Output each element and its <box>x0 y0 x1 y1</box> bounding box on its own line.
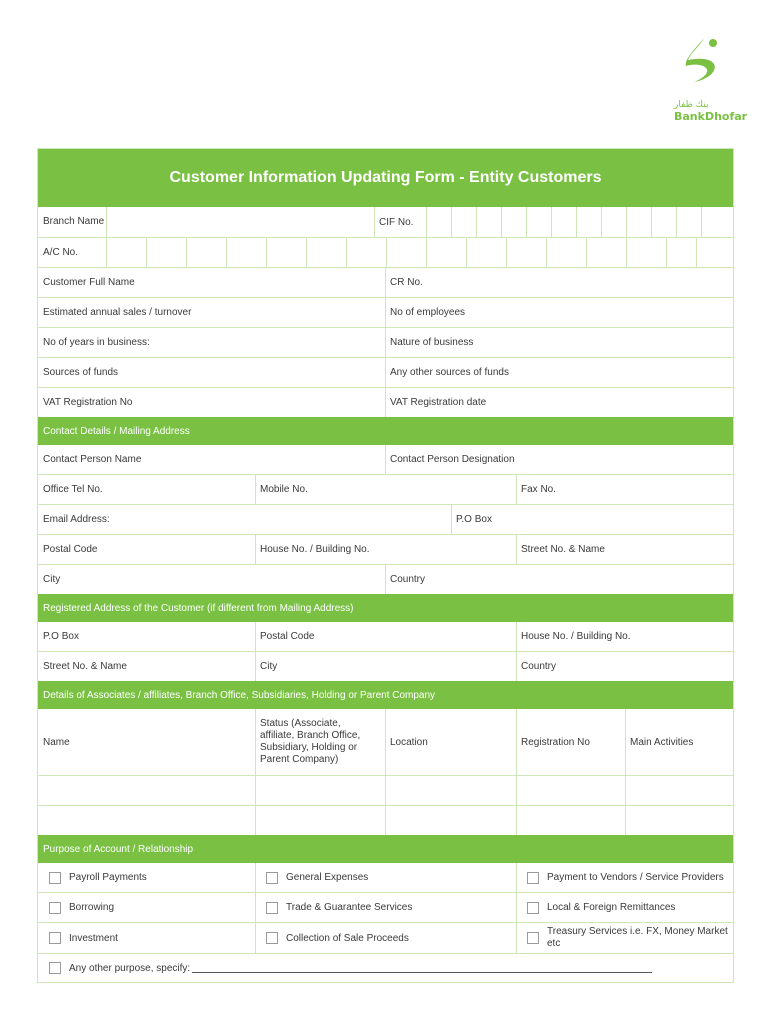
cif-digit-box[interactable] <box>601 207 627 237</box>
cif-digit-box[interactable] <box>676 207 702 237</box>
col-name: Name <box>43 736 70 748</box>
checkbox-icon[interactable] <box>49 902 61 914</box>
other-sources-field[interactable]: Any other sources of funds <box>390 367 509 378</box>
fax-field[interactable]: Fax No. <box>521 484 557 495</box>
borrowing-option[interactable]: Borrowing <box>38 893 255 922</box>
customer-name-row <box>38 267 733 297</box>
ac-digit-box[interactable] <box>106 238 147 267</box>
vendors-option[interactable]: Payment to Vendors / Service Providers <box>516 863 733 892</box>
sales-row <box>38 297 733 327</box>
ac-digit-box[interactable] <box>506 238 547 267</box>
ac-digit-box[interactable] <box>466 238 507 267</box>
associates-section-header: Details of Associates / affiliates, Branch Office, Subsidiaries, Holding or Parent Company <box>38 681 733 709</box>
registered-street-field[interactable]: Street No. & Name <box>43 661 127 672</box>
annual-sales-field[interactable]: Estimated annual sales / turnover <box>43 307 192 318</box>
logo-arabic: بنك ظفار <box>674 100 709 110</box>
cif-digit-box[interactable] <box>576 207 602 237</box>
branch-cif-row <box>38 207 733 237</box>
checkbox-icon[interactable] <box>527 932 539 944</box>
contact-person-designation-field[interactable]: Contact Person Designation <box>390 454 515 465</box>
ac-digit-box[interactable] <box>346 238 387 267</box>
purpose-row-1 <box>38 863 733 892</box>
logo-name: BankDhofar <box>674 110 748 123</box>
bank-logo-mark <box>680 34 724 96</box>
purpose-section-header: Purpose of Account / Relationship <box>38 835 733 863</box>
ac-digit-box[interactable] <box>666 238 697 267</box>
cif-digit-box[interactable] <box>551 207 577 237</box>
registered-section-header: Registered Address of the Customer (if different from Mailing Address) <box>38 594 733 622</box>
office-tel-field[interactable]: Office Tel No. <box>43 484 103 495</box>
postal-row <box>38 534 733 564</box>
checkbox-icon[interactable] <box>266 902 278 914</box>
registered-postal-code-field[interactable]: Postal Code <box>260 631 315 642</box>
entity-form <box>37 148 734 983</box>
email-row <box>38 504 733 534</box>
contact-person-row <box>38 445 733 474</box>
associates-header-row <box>38 709 733 775</box>
cif-digit-box[interactable] <box>426 207 452 237</box>
other-purpose-input[interactable] <box>192 963 652 973</box>
cif-digit-box[interactable] <box>451 207 477 237</box>
ac-digit-box[interactable] <box>626 238 667 267</box>
col-location: Location <box>390 736 428 748</box>
branch-name-label: Branch Name <box>43 216 105 227</box>
ac-no-label: A/C No. <box>43 247 79 258</box>
mobile-field[interactable]: Mobile No. <box>260 484 308 495</box>
cif-digit-box[interactable] <box>651 207 677 237</box>
payroll-option[interactable]: Payroll Payments <box>38 863 255 892</box>
vat-row <box>38 387 733 417</box>
contact-house-no-field[interactable]: House No. / Building No. <box>260 544 370 555</box>
checkbox-icon[interactable] <box>266 872 278 884</box>
collection-option[interactable]: Collection of Sale Proceeds <box>255 923 516 953</box>
purpose-row-3 <box>38 922 733 953</box>
ac-row <box>38 237 733 267</box>
registered-row-2 <box>38 651 733 681</box>
checkbox-icon[interactable] <box>49 962 61 974</box>
treasury-option[interactable]: Treasury Services i.e. FX, Money Market etc <box>516 923 733 953</box>
ac-digit-box[interactable] <box>546 238 587 267</box>
contact-country-field[interactable]: Country <box>390 574 426 585</box>
ac-digit-box[interactable] <box>306 238 347 267</box>
ac-digit-box[interactable] <box>426 238 467 267</box>
table-row[interactable] <box>38 805 733 835</box>
cif-digit-box[interactable] <box>526 207 552 237</box>
ac-digit-box[interactable] <box>386 238 427 267</box>
registered-po-box-field[interactable]: P.O Box <box>43 631 79 642</box>
cif-no-label: CIF No. <box>379 216 414 228</box>
ac-digit-box[interactable] <box>226 238 267 267</box>
cr-no-field[interactable]: CR No. <box>390 277 423 288</box>
funds-row <box>38 357 733 387</box>
sources-of-funds-field[interactable]: Sources of funds <box>43 367 119 378</box>
cif-digit-box[interactable] <box>476 207 502 237</box>
email-field[interactable]: Email Address: <box>43 514 110 525</box>
investment-option[interactable]: Investment <box>38 923 255 953</box>
contact-section-header: Contact Details / Mailing Address <box>38 417 733 445</box>
contact-postal-code-field[interactable]: Postal Code <box>43 544 98 555</box>
cif-digit-box[interactable] <box>701 207 734 237</box>
phone-row <box>38 474 733 504</box>
col-status: Status (Associate, affiliate, Branch Office, Subsidiary, Holding or Parent Company) <box>260 718 361 765</box>
registered-house-no-field[interactable]: House No. / Building No. <box>521 631 631 642</box>
col-activities: Main Activities <box>630 736 694 748</box>
no-employees-field[interactable]: No of employees <box>390 307 466 318</box>
other-purpose-option[interactable]: Any other purpose, specify: <box>38 954 733 982</box>
customer-full-name-field[interactable]: Customer Full Name <box>43 277 135 288</box>
trade-option[interactable]: Trade & Guarantee Services <box>255 893 516 922</box>
general-expenses-option[interactable]: General Expenses <box>255 863 516 892</box>
ac-digit-box[interactable] <box>146 238 187 267</box>
ac-digit-box[interactable] <box>266 238 307 267</box>
col-registration: Registration No <box>521 736 590 748</box>
checkbox-icon[interactable] <box>49 872 61 884</box>
checkbox-icon[interactable] <box>527 872 539 884</box>
registered-row-1 <box>38 622 733 651</box>
branch-name-input[interactable] <box>106 207 375 237</box>
registered-city-field[interactable]: City <box>260 661 278 672</box>
contact-person-name-field[interactable]: Contact Person Name <box>43 454 142 465</box>
checkbox-icon[interactable] <box>49 932 61 944</box>
contact-po-box-field[interactable]: P.O Box <box>456 514 492 525</box>
contact-street-field[interactable]: Street No. & Name <box>521 544 605 555</box>
cif-digit-box[interactable] <box>626 207 652 237</box>
purpose-row-2 <box>38 892 733 922</box>
ac-digit-box[interactable] <box>586 238 627 267</box>
ac-digit-box[interactable] <box>186 238 227 267</box>
years-in-business-field[interactable]: No of years in business: <box>43 337 150 348</box>
ac-digit-box[interactable] <box>696 238 734 267</box>
bank-logo <box>672 34 748 124</box>
contact-city-field[interactable]: City <box>43 574 61 585</box>
vat-no-field[interactable]: VAT Registration No <box>43 397 133 408</box>
purpose-row-4 <box>38 953 733 982</box>
city-row <box>38 564 733 594</box>
table-row[interactable] <box>38 775 733 805</box>
checkbox-icon[interactable] <box>527 902 539 914</box>
form-title: Customer Information Updating Form - Entity Customers <box>38 149 733 207</box>
vat-date-field[interactable]: VAT Registration date <box>390 397 487 408</box>
checkbox-icon[interactable] <box>266 932 278 944</box>
registered-country-field[interactable]: Country <box>521 661 557 672</box>
remittances-option[interactable]: Local & Foreign Remittances <box>516 893 733 922</box>
years-row <box>38 327 733 357</box>
cif-digit-box[interactable] <box>501 207 527 237</box>
nature-of-business-field[interactable]: Nature of business <box>390 337 474 348</box>
